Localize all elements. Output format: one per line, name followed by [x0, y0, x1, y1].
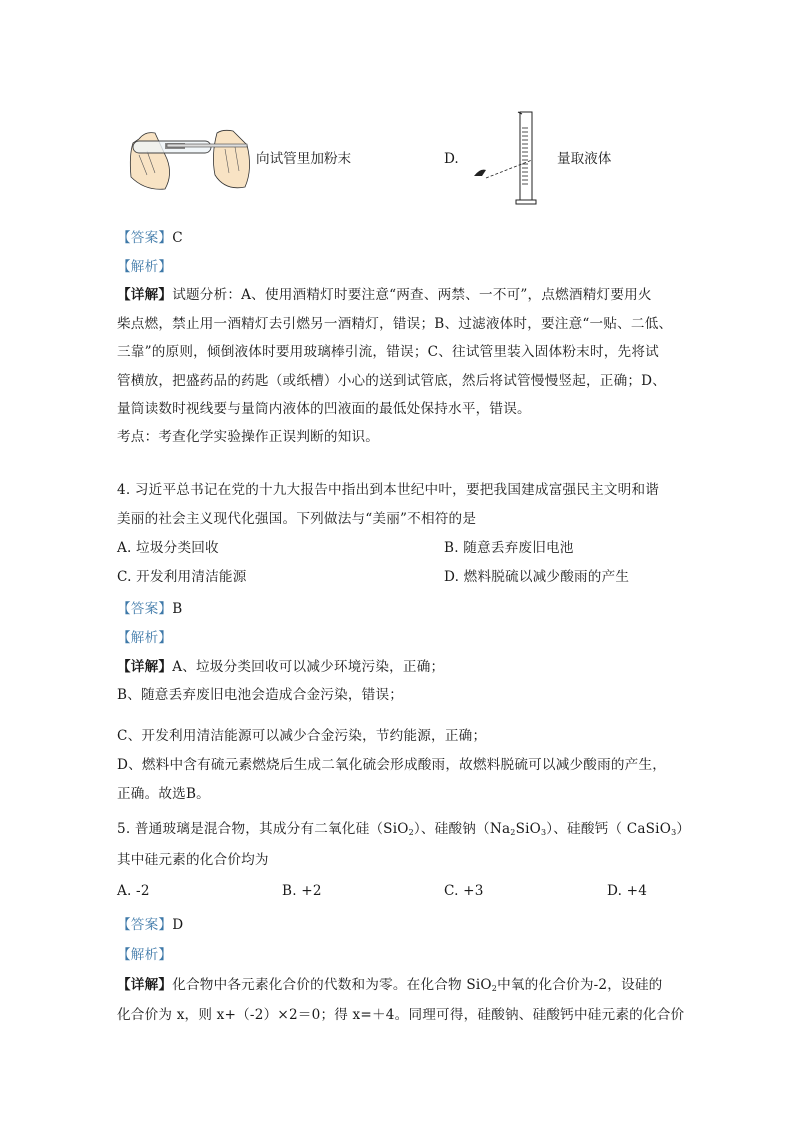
q3-kaodian: 考点：考查化学实验操作正误判断的知识。 [117, 429, 380, 445]
q4-detail-line-1 [117, 658, 444, 676]
q3-detail-line-2: 柴点燃，禁止用一酒精灯去引燃另一酒精灯，错误；B、过滤液体时，要注意“一贴、二低、 [117, 316, 673, 332]
q5-option-d: D. +4 [607, 883, 648, 899]
detail-tag: 【详解】 [117, 977, 173, 993]
q4-detail-line-2: B、随意丢弃废旧电池会造成合金污染，错误； [117, 687, 404, 703]
q5-stem-line-1 [117, 820, 690, 838]
stem-text: 5. 普通玻璃是混合物，其成分有二氧化硅（SiO [117, 821, 409, 837]
q5-stem-line-2: 其中硅元素的化合价均为 [117, 852, 269, 868]
q5-answer [117, 916, 183, 934]
detail-text: A、垃圾分类回收可以减少环境污染，正确； [172, 659, 445, 675]
subscript: 3 [671, 828, 677, 837]
answer-tag: 【答案】 [117, 601, 173, 617]
q3-detail-line-1 [117, 286, 652, 304]
analysis-tag: 【解析】 [117, 947, 173, 963]
q4-option-b: B. 随意丢弃废旧电池 [444, 540, 574, 556]
q5-option-b: B. +2 [282, 883, 322, 899]
q3-detail-line-3: 三靠”的原则，倾倒液体时要用玻璃棒引流，错误；C、往试管里装入固体粉末时，先将试 [117, 344, 659, 360]
answer-value: C [172, 230, 183, 246]
q4-stem-line-2: 美丽的社会主义现代化强国。下列做法与“美丽”不相符的是 [117, 511, 477, 527]
q4-detail-line-4: D、燃料中含有硫元素燃烧后生成二氧化硫会形成酸雨，故燃料脱硫可以减少酸雨的产生， [117, 757, 667, 773]
subscript: 3 [540, 828, 547, 837]
q5-detail-line-1 [117, 976, 662, 994]
answer-value: D [172, 917, 184, 933]
q3-analysis [117, 258, 172, 276]
q4-analysis [117, 629, 172, 647]
q3-answer [117, 229, 183, 247]
subscript: 2 [491, 984, 498, 993]
subscript: 2 [408, 828, 414, 837]
stem-text: ）、硅酸钠（Na [413, 821, 511, 837]
subscript: 2 [510, 828, 516, 837]
figure-d-caption: 量取液体 [557, 151, 612, 167]
detail-text: 中氧的化合价为-2，设硅的 [497, 977, 663, 993]
stem-text: ） [676, 821, 691, 837]
analysis-tag: 【解析】 [117, 630, 173, 646]
figure-d-label: D. [444, 151, 459, 167]
q5-analysis [117, 946, 172, 964]
figure-c-caption: 向试管里加粉末 [256, 151, 352, 167]
detail-text: 化合物中各元素化合价的代数和为零。在化合物 SiO [172, 977, 492, 993]
detail-text: 试题分析：A、使用酒精灯时要注意“两查、两禁、一不可”，点燃酒精灯要用火 [172, 287, 652, 303]
q4-detail-line-3: C、开发利用清洁能源可以减少合金污染，节约能源，正确； [117, 728, 487, 744]
answer-value: B [172, 601, 183, 617]
detail-tag: 【详解】 [117, 287, 173, 303]
answer-tag: 【答案】 [117, 917, 173, 933]
q4-option-c: C. 开发利用清洁能源 [117, 569, 247, 585]
q4-detail-line-5: 正确。故选B。 [117, 786, 210, 802]
detail-tag: 【详解】 [117, 659, 173, 675]
test-tube-powder-figure [125, 125, 255, 195]
stem-text: SiO [515, 821, 541, 837]
analysis-tag: 【解析】 [117, 259, 173, 275]
q5-option-c: C. +3 [444, 883, 484, 899]
graduated-cylinder-figure [470, 108, 560, 208]
test-tube-powder-icon [125, 125, 255, 195]
q4-option-d: D. 燃料脱硫以减少酸雨的产生 [444, 569, 630, 585]
q3-detail-line-4: 管横放，把盛药品的药匙（或纸槽）小心的送到试管底，然后将试管慢慢竖起，正确；D、 [117, 373, 667, 389]
q4-stem-line-1: 4. 习近平总书记在党的十九大报告中指出到本世纪中叶，要把我国建成富强民主文明和谐 [117, 482, 660, 498]
q5-detail-line-2: 化合价为 x，则 x+（-2）×2＝0；得 x=＋4。同理可得，硅酸钠、硅酸钙中硅元素的化合价 [117, 1007, 685, 1023]
q4-answer [117, 600, 182, 618]
stem-text: ）、硅酸钙（ CaSiO [546, 821, 672, 837]
q4-option-a: A. 垃圾分类回收 [117, 540, 219, 556]
q5-option-a: A. -2 [117, 883, 150, 899]
q3-detail-line-5: 量筒读数时视线要与量筒内液体的凹液面的最低处保持水平，错误。 [117, 401, 531, 417]
answer-tag: 【答案】 [117, 230, 173, 246]
graduated-cylinder-icon [470, 108, 560, 208]
